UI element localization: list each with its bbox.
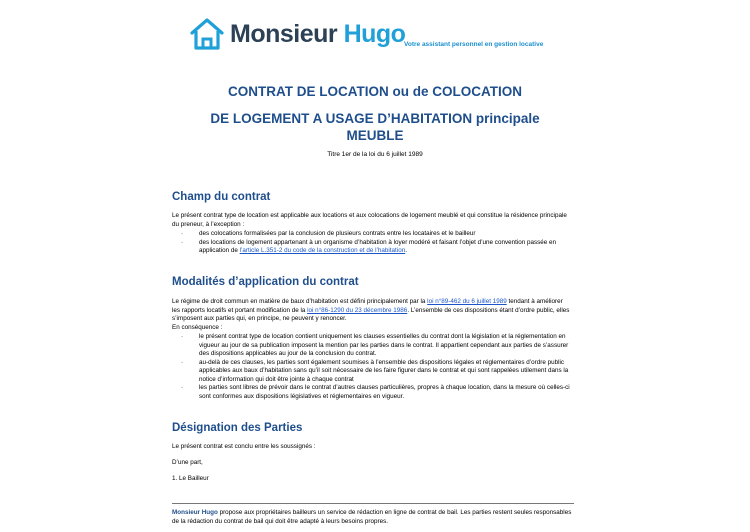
brand-tagline: Votre assistant personnel en gestion locative — [404, 41, 544, 48]
document-subtitle — [0, 110, 750, 144]
section-heading-parties: Désignation des Parties — [172, 422, 303, 434]
list-item: · les parties sont libres de prévoir dans le contrat d’autres clauses particulières, propres à chaque location, dans la mesure où celles-ci sont conformes aux dispositions législatives et réglementaires en vigueur. — [181, 384, 570, 400]
modalites-paragraph: Le régime de droit commun en matière de baux d’habitation est défini principalement par la loi n°89-462 du 6 juillet 1989 tendant à améliorer les rapports locatifs et portant modification de la loi n°86-1290 du 23 décembre 1986. L’ensemble de ces dispositions étant d’ordre public, elles s’imposent aux parties qui, en principe, ne peuvent y renoncer. — [172, 298, 570, 322]
document-title: CONTRAT DE LOCATION ou de COLOCATION — [228, 84, 522, 99]
champ-intro: Le présent contrat type de location est applicable aux locations et aux colocations de logement meublé et qui constitue la résidence principale du preneur, à l’exception : — [172, 212, 567, 228]
law-reference: Titre 1er de la loi du 6 juillet 1989 — [327, 151, 423, 158]
brand-logo — [188, 16, 405, 52]
consequence-label: En conséquence : — [172, 323, 223, 331]
title-line-3: MEUBLE — [346, 128, 404, 143]
footer-divider — [172, 503, 574, 504]
parties-intro: Le présent contrat est conclu entre les soussignés : — [172, 443, 316, 450]
list-item: · des locations de logement appartenant à un organisme d’habitation à loyer modéré et faisant l’objet d’une convention passée en application de l’article L.351-2 du code de la construction et de l’habitation. — [181, 238, 557, 254]
list-item: · le présent contrat type de location contient uniquement les clauses essentielles du contrat dont la législation et la réglementation en vigueur au jour de sa publication imposent la mention par les parties dans le contrat. Il appartient cependant aux parties de s’assurer des dispositions applicables au jour de la conclusion du contrat. — [181, 333, 569, 357]
bailleur-label: 1. Le Bailleur — [172, 475, 209, 482]
house-icon — [188, 16, 226, 52]
title-line-2: DE LOGEMENT A USAGE D’HABITATION principale — [210, 111, 540, 126]
section-champ — [172, 212, 572, 256]
footer-disclaimer: Monsieur Hugo propose aux propriétaires bailleurs un service de rédaction en ligne de contrat de bail. Les parties restent seules responsables de la rédaction du contrat de bail qui doit être adapté à leurs besoins propres. — [172, 509, 572, 525]
section-modalites — [172, 298, 572, 401]
footer-brand: Monsieur Hugo — [172, 509, 218, 516]
dune-part: D’une part, — [172, 459, 203, 466]
brand-name: Monsieur Hugo — [230, 19, 406, 48]
section-heading-champ: Champ du contrat — [172, 191, 271, 203]
law-link-89-462[interactable]: loi n°89-462 du 6 juillet 1989 — [427, 298, 507, 305]
section-heading-modalites: Modalités d’application du contrat — [172, 276, 359, 288]
list-item: · des colocations formalisées par la conclusion de plusieurs contrats entre les locataires et le bailleur — [181, 230, 476, 237]
law-link-86-1290[interactable]: loi n°86-1290 du 23 décembre 1986 — [307, 306, 408, 314]
list-item: · au-delà de ces clauses, les parties sont également soumises à l’ensemble des dispositions légales et réglementaires d’ordre public applicables aux baux d’habitation sans qu’il soit nécessaire de les faire figurer dans le contrat et qui sont rappelées utilement dans la notice d’information qui doit être jointe à chaque contrat — [181, 358, 569, 383]
law-link-l351[interactable]: l’article L.351-2 du code de la construction et de l’habitation — [239, 247, 406, 254]
